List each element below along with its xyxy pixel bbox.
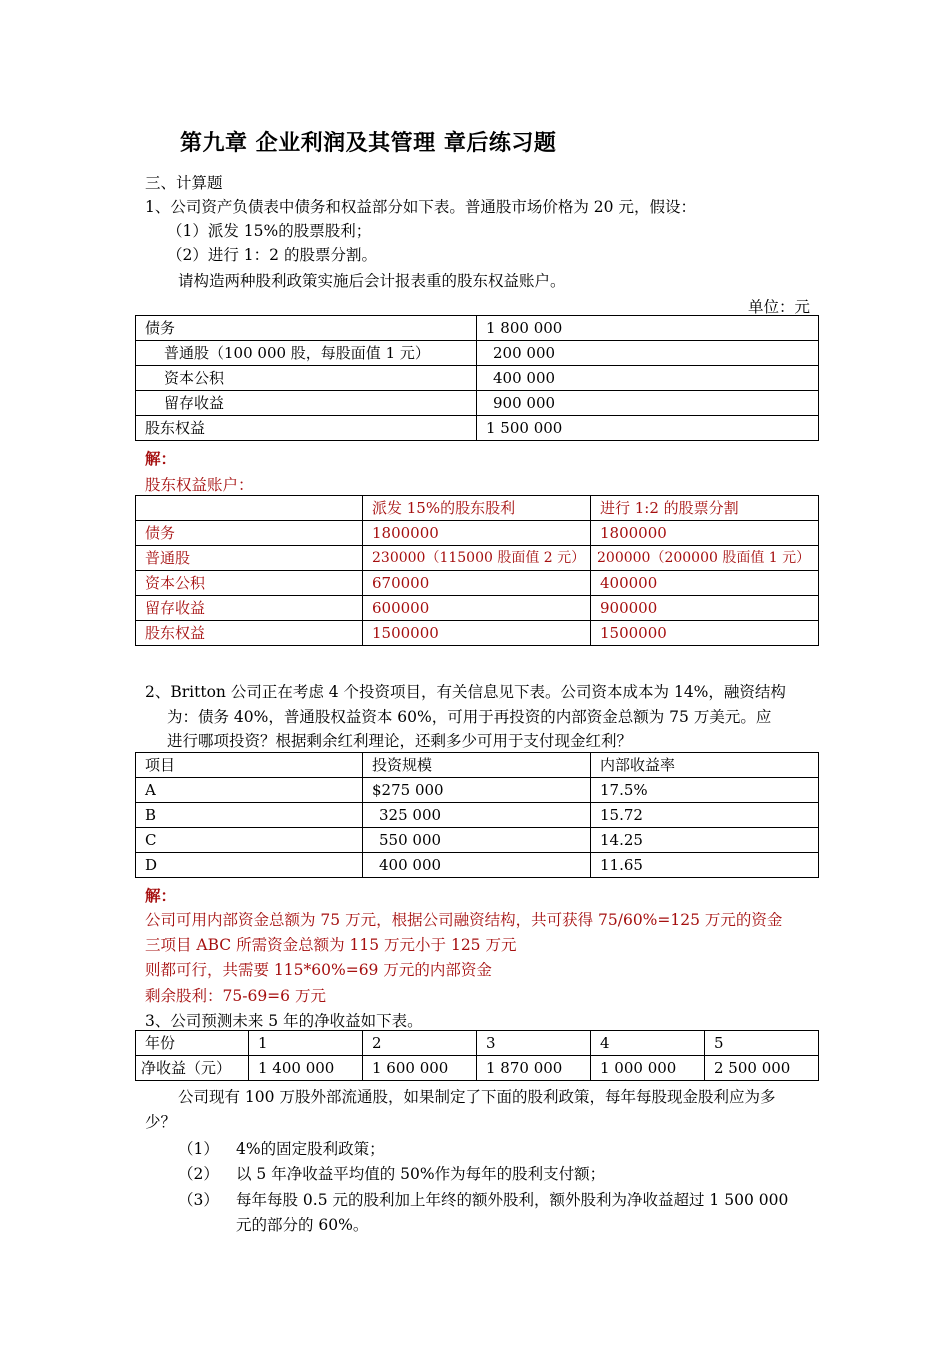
table-cell: 400 000 xyxy=(363,853,591,878)
table-cell: 400 000 xyxy=(477,366,819,391)
table-row xyxy=(136,778,819,803)
q1-item-1: （1）派发 15%的股票股利； xyxy=(167,222,372,240)
q1-solution-label: 解： xyxy=(145,449,177,468)
table-cell: 资本公积 xyxy=(136,571,363,596)
q2-line-2: 为：债务 40%，普通股权益资本 60%，可用于再投资的内部资金总额为 75 万美元。应 xyxy=(167,708,772,726)
table-cell: 1 600 000 xyxy=(363,1056,477,1081)
table-cell: 股东权益 xyxy=(136,621,363,646)
table-cell: 1 400 000 xyxy=(249,1056,363,1081)
q3-item-text: 每年每股 0.5 元的股利加上年终的额外股利，额外股利为净收益超过 1 500 000 xyxy=(236,1191,789,1209)
table-row xyxy=(136,571,819,596)
table-cell: 14.25 xyxy=(591,828,819,853)
table-row xyxy=(136,391,819,416)
table-cell: 留存收益 xyxy=(136,596,363,621)
table-cell: 股东权益 xyxy=(136,416,477,441)
table-row xyxy=(136,596,819,621)
table-header-cell: 内部收益率 xyxy=(591,753,819,778)
table-header-cell: 进行 1:2 的股票分割 xyxy=(591,496,819,521)
table-header-cell: 5 xyxy=(705,1031,819,1056)
table-cell: 2 500 000 xyxy=(705,1056,819,1081)
q3-item-number: （1） xyxy=(178,1140,219,1158)
table-cell: 1 500 000 xyxy=(477,416,819,441)
table-header-cell: 2 xyxy=(363,1031,477,1056)
unit-label: 单位：元 xyxy=(747,298,810,316)
table-header-cell: 投资规模 xyxy=(363,753,591,778)
table-cell: 1 000 000 xyxy=(591,1056,705,1081)
table-cell: 200 000 xyxy=(477,341,819,366)
q3-item-text: 4%的固定股利政策； xyxy=(236,1140,385,1158)
table-cell: 17.5% xyxy=(591,778,819,803)
q1-solution-caption: 股东权益账户： xyxy=(145,476,254,494)
table-cell: 11.65 xyxy=(591,853,819,878)
table-cell: 资本公积 xyxy=(136,366,477,391)
section-heading: 三、计算题 xyxy=(145,174,223,192)
q2-solution-line-4: 剩余股利：75-69=6 万元 xyxy=(145,987,326,1005)
q3-stem: 3、公司预测未来 5 年的净收益如下表。 xyxy=(145,1012,423,1030)
balance-sheet-table xyxy=(135,315,819,441)
q2-solution-label: 解： xyxy=(145,886,177,905)
table-row xyxy=(136,803,819,828)
table-header-cell: 项目 xyxy=(136,753,363,778)
table-cell: 900 000 xyxy=(477,391,819,416)
table-cell: 1800000 xyxy=(363,521,591,546)
q1-stem: 1、公司资产负债表中债务和权益部分如下表。普通股市场价格为 20 元，假设： xyxy=(145,198,696,216)
table-row xyxy=(136,366,819,391)
table-cell: 债务 xyxy=(136,316,477,341)
q2-solution-line-2: 三项目 ABC 所需资金总额为 115 万元小于 125 万元 xyxy=(145,936,517,954)
table-header-row xyxy=(136,496,819,521)
table-header-cell: 3 xyxy=(477,1031,591,1056)
table-cell: D xyxy=(136,853,363,878)
table-row xyxy=(136,1056,819,1081)
table-cell: 1 870 000 xyxy=(477,1056,591,1081)
table-cell: A xyxy=(136,778,363,803)
q1-item-2: （2）进行 1：2 的股票分割。 xyxy=(167,246,377,264)
table-cell: 普通股 xyxy=(136,546,363,571)
table-header-cell: 派发 15%的股东股利 xyxy=(363,496,591,521)
q3-item-number: （3） xyxy=(178,1191,219,1209)
table-header-row xyxy=(136,753,819,778)
table-row xyxy=(136,316,819,341)
table-header-cell: 1 xyxy=(249,1031,363,1056)
table-cell: C xyxy=(136,828,363,853)
table-cell: 400000 xyxy=(591,571,819,596)
table-cell: 1 800 000 xyxy=(477,316,819,341)
table-cell: 325 000 xyxy=(363,803,591,828)
q2-solution-line-3: 则都可行，共需要 115*60%=69 万元的内部资金 xyxy=(145,961,492,979)
table-row xyxy=(136,521,819,546)
q3-item-text-continued: 元的部分的 60%。 xyxy=(236,1216,369,1234)
table-cell: 550 000 xyxy=(363,828,591,853)
table-cell: $275 000 xyxy=(363,778,591,803)
q2-line-3: 进行哪项投资？根据剩余红利理论，还剩多少可用于支付现金红利？ xyxy=(167,732,633,750)
table-cell: 净收益（元） xyxy=(136,1056,249,1081)
table-cell: 15.72 xyxy=(591,803,819,828)
net-income-table xyxy=(135,1030,819,1081)
table-cell: 1500000 xyxy=(363,621,591,646)
table-row xyxy=(136,341,819,366)
investment-projects-table xyxy=(135,752,819,878)
table-header-cell: 4 xyxy=(591,1031,705,1056)
table-header-row xyxy=(136,1031,819,1056)
table-cell: 200000（200000 股面值 1 元） xyxy=(591,546,819,571)
table-row xyxy=(136,853,819,878)
table-cell: 普通股（100 000 股，每股面值 1 元） xyxy=(136,341,477,366)
table-cell: 900000 xyxy=(591,596,819,621)
table-cell: 1800000 xyxy=(591,521,819,546)
table-row xyxy=(136,416,819,441)
page-title: 第九章 企业利润及其管理 章后练习题 xyxy=(180,130,557,156)
table-cell: 留存收益 xyxy=(136,391,477,416)
table-cell: 600000 xyxy=(363,596,591,621)
equity-solution-table xyxy=(135,495,819,646)
table-cell: 1500000 xyxy=(591,621,819,646)
q1-ask: 请构造两种股利政策实施后会计报表重的股东权益账户。 xyxy=(178,272,566,290)
table-cell: 230000（115000 股面值 2 元） xyxy=(363,546,591,571)
q3-item-number: （2） xyxy=(178,1165,219,1183)
q3-paragraph-line-1: 公司现有 100 万股外部流通股，如果制定了下面的股利政策，每年每股现金股利应为多 xyxy=(178,1088,776,1106)
table-header-cell xyxy=(136,496,363,521)
table-header-cell: 年份 xyxy=(136,1031,249,1056)
q2-solution-line-1: 公司可用内部资金总额为 75 万元，根据公司融资结构，共可获得 75/60%=125 万元的资金 xyxy=(145,911,783,929)
table-cell: B xyxy=(136,803,363,828)
table-cell: 债务 xyxy=(136,521,363,546)
q2-line-1: 2、Britton 公司正在考虑 4 个投资项目，有关信息见下表。公司资本成本为 14%，融资结构 xyxy=(145,683,786,701)
q3-item-text: 以 5 年净收益平均值的 50%作为每年的股利支付额； xyxy=(236,1165,606,1183)
table-cell: 670000 xyxy=(363,571,591,596)
table-row xyxy=(136,828,819,853)
table-row xyxy=(136,621,819,646)
q3-paragraph-line-2: 少？ xyxy=(145,1113,177,1131)
table-row xyxy=(136,546,819,571)
